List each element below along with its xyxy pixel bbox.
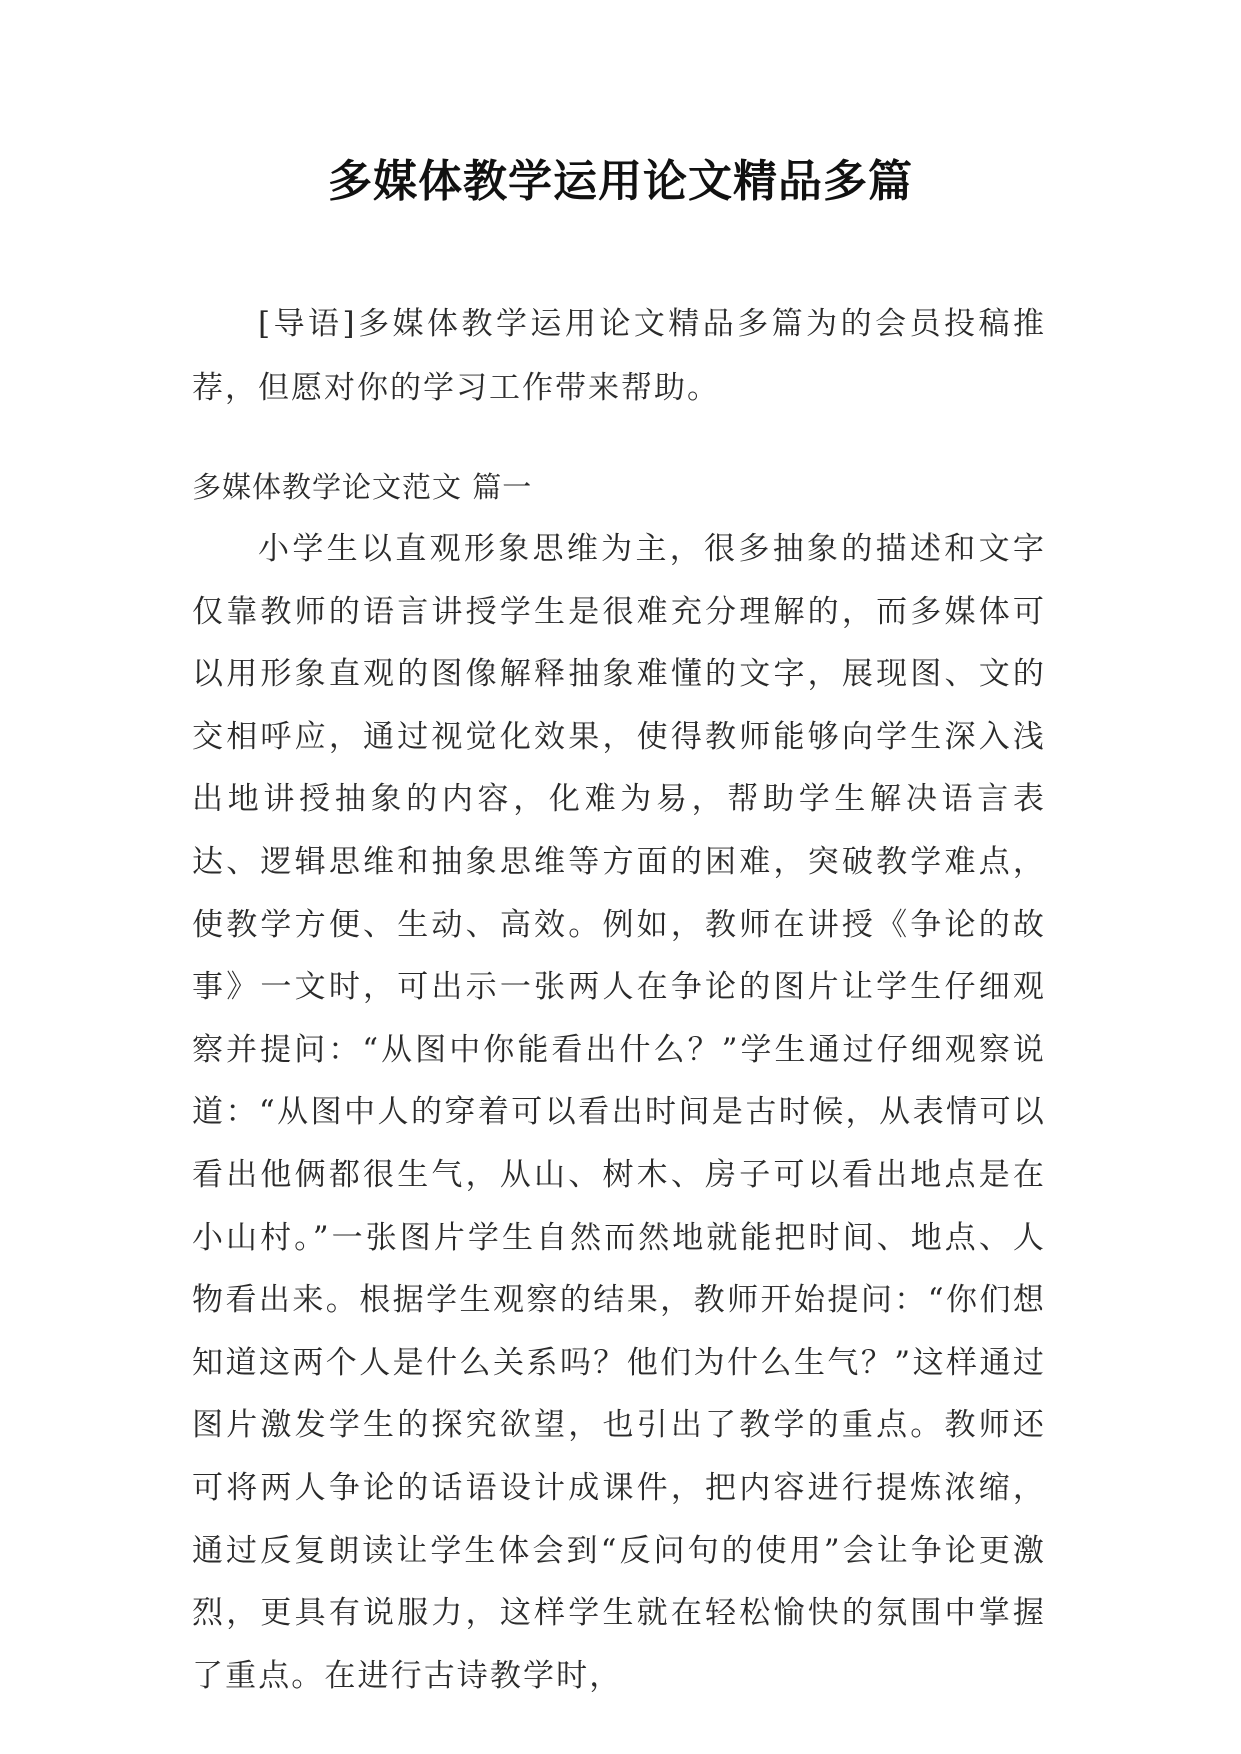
document-title: 多媒体教学运用论文精品多篇	[328, 156, 913, 207]
intro-paragraph: [导语]多媒体教学运用论文精品多篇为的会员投稿推荐，但愿对你的学习工作带来帮助。	[192, 306, 1046, 406]
body-paragraph: 小学生以直观形象思维为主，很多抽象的描述和文字仅靠教师的语言讲授学生是很难充分理解的，而多媒体可以用形象直观的图像解释抽象难懂的文字，展现图、文的交相呼应，通过视觉化效果，使得教师能够向学生深入浅出地讲授抽象的内容，化难为易，帮助学生解决语言表达、逻辑思维和抽象思维等方面的困难，突破教学难点，使教学方便、生动、高效。例如，教师在讲授《争论的故事》一文时，可出示一张两人在争论的图片让学生仔细观察并提问：“从图中你能看出什么？”学生通过仔细观察说道：“从图中人的穿着可以看出时间是古时候，从表情可以看出他俩都很生气，从山、树木、房子可以看出地点是在小山村。”一张图片学生自然而然地就能把时间、地点、人物看出来。根据学生观察的结果，教师开始提问：“你们想知道这两个人是什么关系吗？他们为什么生气？”这样通过图片激发学生的探究欲望，也引出了教学的重点。教师还可将两人争论的话语设计成课件，把内容进行提炼浓缩，通过反复朗读让学生体会到“反问句的使用”会让争论更激烈，更具有说服力，这样学生就在轻松愉快的氛围中掌握了重点。在进行古诗教学时，	[192, 531, 1046, 1694]
section-heading: 多媒体教学论文范文 篇一	[192, 470, 533, 504]
